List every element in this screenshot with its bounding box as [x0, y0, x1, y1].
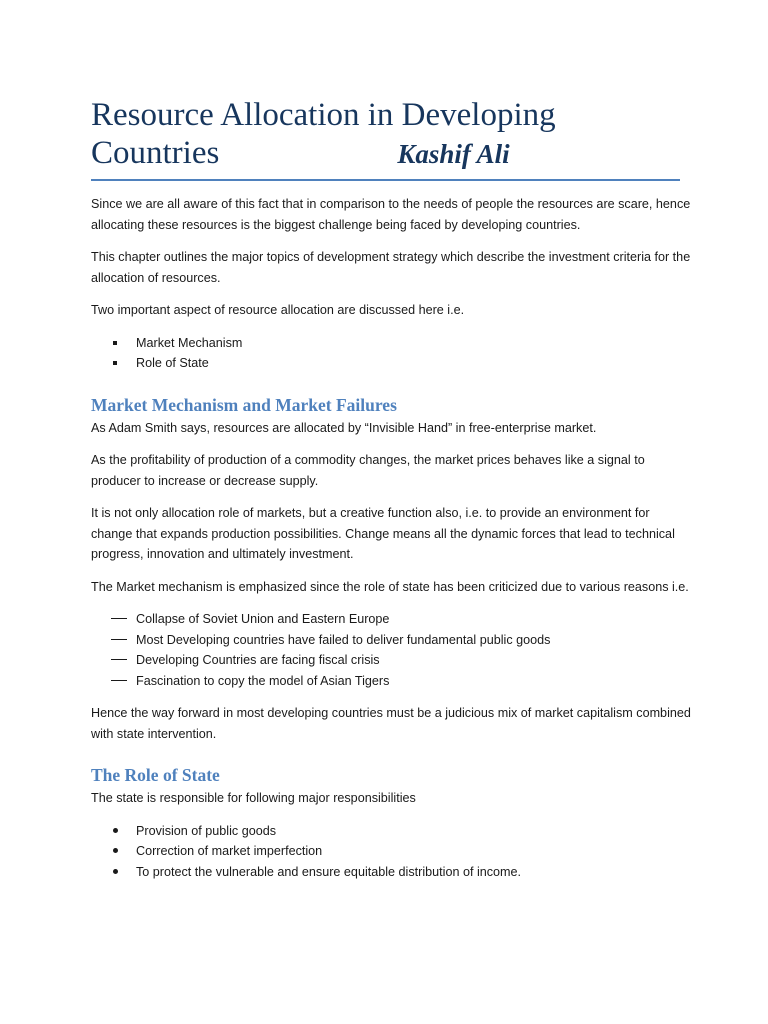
author-name: Kashif Ali: [397, 139, 510, 169]
list-item-text: Provision of public goods: [136, 823, 277, 838]
market-paragraph-3: It is not only allocation role of markets, but a creative function also, i.e. to provide an environment for change that expands production possibilities. Change means all the dynamic forces that lead to technical progress, innovation and ultimately investment.: [91, 506, 675, 561]
intro-paragraph-1: Since we are all aware of this fact that in comparison to the needs of people the resources are scare, hence allocating these resources is the biggest challenge being faced by developing countries.: [91, 197, 691, 232]
list-item-text: To protect the vulnerable and ensure equitable distribution of income.: [136, 864, 522, 879]
square-bullet-icon: [113, 333, 129, 354]
market-paragraph-1: As Adam Smith says, resources are allocated by “Invisible Hand” in free-enterprise market.: [91, 420, 597, 435]
square-bullet-icon: [113, 353, 129, 374]
title-block: [91, 96, 680, 181]
title-line-2: Countries: [91, 135, 220, 171]
title-line-1: Resource Allocation in Developing: [91, 97, 556, 133]
aspects-list: [91, 333, 691, 374]
list-item: [91, 609, 691, 630]
list-item: [91, 841, 691, 862]
market-paragraph-4: The Market mechanism is emphasized since the role of state has been criticized due to various reasons i.e.: [91, 579, 689, 594]
list-item-text: Most Developing countries have failed to deliver fundamental public goods: [136, 632, 551, 647]
intro-paragraph-2: This chapter outlines the major topics of development strategy which describe the investment criteria for the allocation of resources.: [91, 250, 691, 285]
market-paragraph-5: Hence the way forward in most developing countries must be a judicious mix of market capitalism combined with state intervention.: [91, 706, 691, 741]
list-item-text: Market Mechanism: [136, 335, 243, 350]
intro-paragraph-3: Two important aspect of resource allocation are discussed here i.e.: [91, 303, 465, 317]
document-title: [91, 96, 680, 173]
list-item-text: Collapse of Soviet Union and Eastern Europe: [136, 612, 390, 626]
list-item: [91, 650, 691, 671]
state-paragraph-1: The state is responsible for following major responsibilities: [91, 791, 416, 805]
round-bullet-icon: [113, 821, 129, 842]
reasons-list: [91, 609, 691, 691]
list-item-text: Role of State: [136, 356, 209, 370]
document-body: [91, 194, 691, 894]
list-item: [91, 353, 691, 374]
list-item-text: Developing Countries are facing fiscal crisis: [136, 653, 380, 667]
list-item: [91, 333, 691, 354]
round-bullet-icon: [113, 841, 129, 862]
responsibilities-list: [91, 821, 691, 883]
dash-bullet-icon: [111, 650, 127, 671]
market-paragraph-2: As the profitability of production of a commodity changes, the market prices behaves like a signal to producer to increase or decrease supply.: [91, 453, 645, 488]
section-heading-market: Market Mechanism and Market Failures: [91, 394, 397, 415]
round-bullet-icon: [113, 862, 129, 883]
list-item-text: Correction of market imperfection: [136, 844, 323, 858]
list-item: [91, 821, 691, 842]
list-item: [91, 862, 691, 883]
list-item: [91, 630, 691, 651]
dash-bullet-icon: [111, 671, 127, 692]
dash-bullet-icon: [111, 609, 127, 630]
section-heading-state: The Role of State: [91, 765, 220, 785]
list-item: [91, 671, 691, 692]
list-item-text: Fascination to copy the model of Asian Tigers: [136, 673, 390, 688]
dash-bullet-icon: [111, 630, 127, 651]
